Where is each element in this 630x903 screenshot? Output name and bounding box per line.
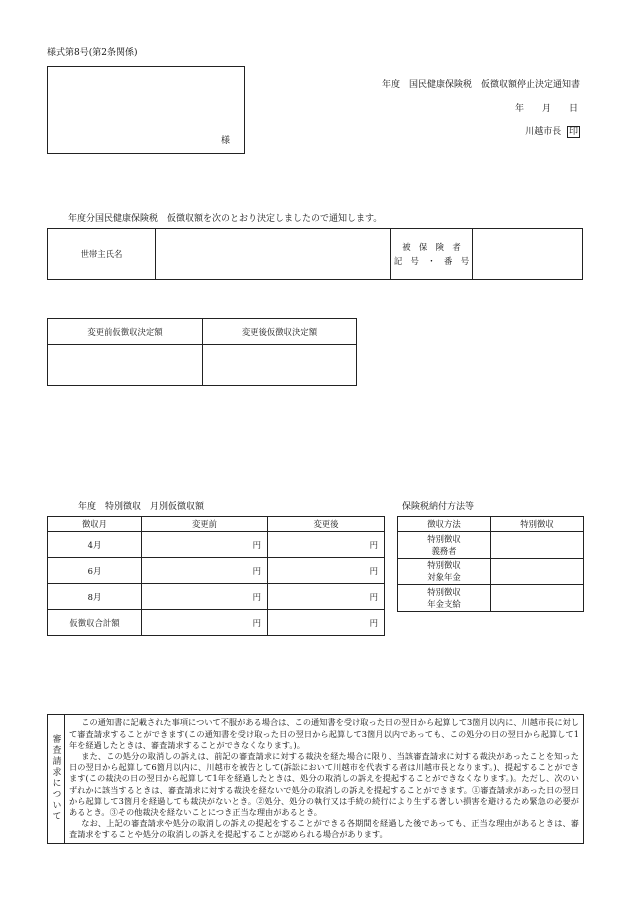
header-collection-month: 徴収月 [48,517,142,532]
table-row [48,532,385,558]
table-row [398,558,584,585]
header-before: 変更前 [142,517,268,532]
insured-number-label [391,229,473,280]
row-before: 円 [142,610,268,636]
notice-paragraph-2: また、この処分の取消しの訴えは、前記の審査請求に対する裁決を経た場合に限り、当該審査請求に対する裁決があったことを知った日の翌日から起算して6箇月以内に、川越市を被告として(訴訟において川越市を代表する者は川越市長となります。)、提起することができます(この裁決の日の翌日から起算して1年を経過したときは、処分の取消しの訴えを提起することができなくなります。)。ただし、次のいずれかに該当するときは、審査請求に対する裁決を経ないで処分の取消しの訴えを提起することができます。①審査請求があった日の翌日から起算して3箇月を経過しても裁決がないとき。②処分、処分の執行又は手続の続行により生ずる著しい損害を避けるため緊急の必要があるとき。③その他裁決を経ないことにつき正当な理由があるとき。 [69,750,579,817]
table-row [398,532,584,559]
monthly-provisional-table [47,516,385,636]
header-special-collection: 特別徴収 [491,517,584,532]
payment-row-label-line1: 特別徴収 [427,533,461,544]
table-row [398,585,584,612]
payment-row-value [491,532,584,559]
row-after: 円 [268,532,385,558]
table-row [48,610,385,636]
notice-body [65,715,584,844]
row-month: 8月 [48,584,142,610]
row-after: 円 [268,558,385,584]
notice-side-label: 審査請求について [50,734,61,822]
payment-table-title: 保険税納付方法等 [402,502,475,512]
insured-number-value [473,229,583,280]
payment-row-label-line2: 年金支給 [427,599,461,610]
household-head-label: 世帯主氏名 [48,229,156,280]
issuer [525,127,580,138]
notice-paragraph-1: この通知書に記載された事項について不服がある場合は、この通知書を受け取った日の翌日から起算して3箇月以内に、川越市長に対して審査請求することができます(この通知書を受け取った日の翌日から起算して3箇月以内であっても、この処分の日の翌日から起算して1年を経過したときは、審査請求することができなくなります。)。 [69,717,579,750]
honorific: 様 [220,136,230,146]
notice-paragraph-3: なお、上記の審査請求や処分の取消しの訴えの提起をすることができる各期間を経過した後であっても、正当な理由があるときは、審査請求をすることや処分の取消しの訴えを提起することが認められる場合があります。 [69,818,579,840]
household-info-table [47,228,583,280]
issue-date: 年 月 日 [514,104,578,114]
payment-row-value [491,585,584,612]
row-before: 円 [142,558,268,584]
review-request-notice [47,714,584,844]
row-after: 円 [268,610,385,636]
provisional-amount-change-table [47,318,357,386]
header-collection-method: 徴収方法 [398,517,491,532]
form-number: 様式第8号(第2条関係) [47,48,138,58]
table-row [48,558,385,584]
address-box [47,66,245,154]
payment-row-label-line2: 義務者 [431,545,457,556]
monthly-table-title: 年度 特別徴収 月別仮徴収額 [78,502,205,512]
issuer-name: 川越市長 [525,127,562,137]
row-month: 4月 [48,532,142,558]
insured-label-line1: 被 保 険 者 [402,242,461,252]
row-month: 6月 [48,558,142,584]
notice-side-label-cell [48,715,65,844]
payment-row-label [398,585,491,612]
header-after: 変更後 [268,517,385,532]
document-title: 年度 国民健康保険税 仮徴収額停止決定通知書 [381,80,580,90]
payment-row-label-line2: 対象年金 [427,572,461,583]
before-change-value [48,345,203,386]
payment-row-label [398,558,491,585]
intro-text: 年度分国民健康保険税 仮徴収額を次のとおり決定しましたので通知します。 [68,214,383,224]
seal-mark: 印 [568,127,578,137]
payment-row-value [491,558,584,585]
row-before: 円 [142,584,268,610]
row-month: 仮徴収合計額 [48,610,142,636]
row-after: 円 [268,584,385,610]
row-before: 円 [142,532,268,558]
payment-row-label-line1: 特別徴収 [427,587,461,598]
after-change-header: 変更後仮徴収決定額 [203,319,357,345]
before-change-header: 変更前仮徴収決定額 [48,319,203,345]
payment-row-label [398,532,491,559]
insured-label-line2: 記 号 ・ 番 号 [393,256,470,266]
after-change-value [203,345,357,386]
household-head-value [156,229,391,280]
table-row [48,584,385,610]
payment-row-label-line1: 特別徴収 [427,560,461,571]
payment-method-table [397,516,584,612]
